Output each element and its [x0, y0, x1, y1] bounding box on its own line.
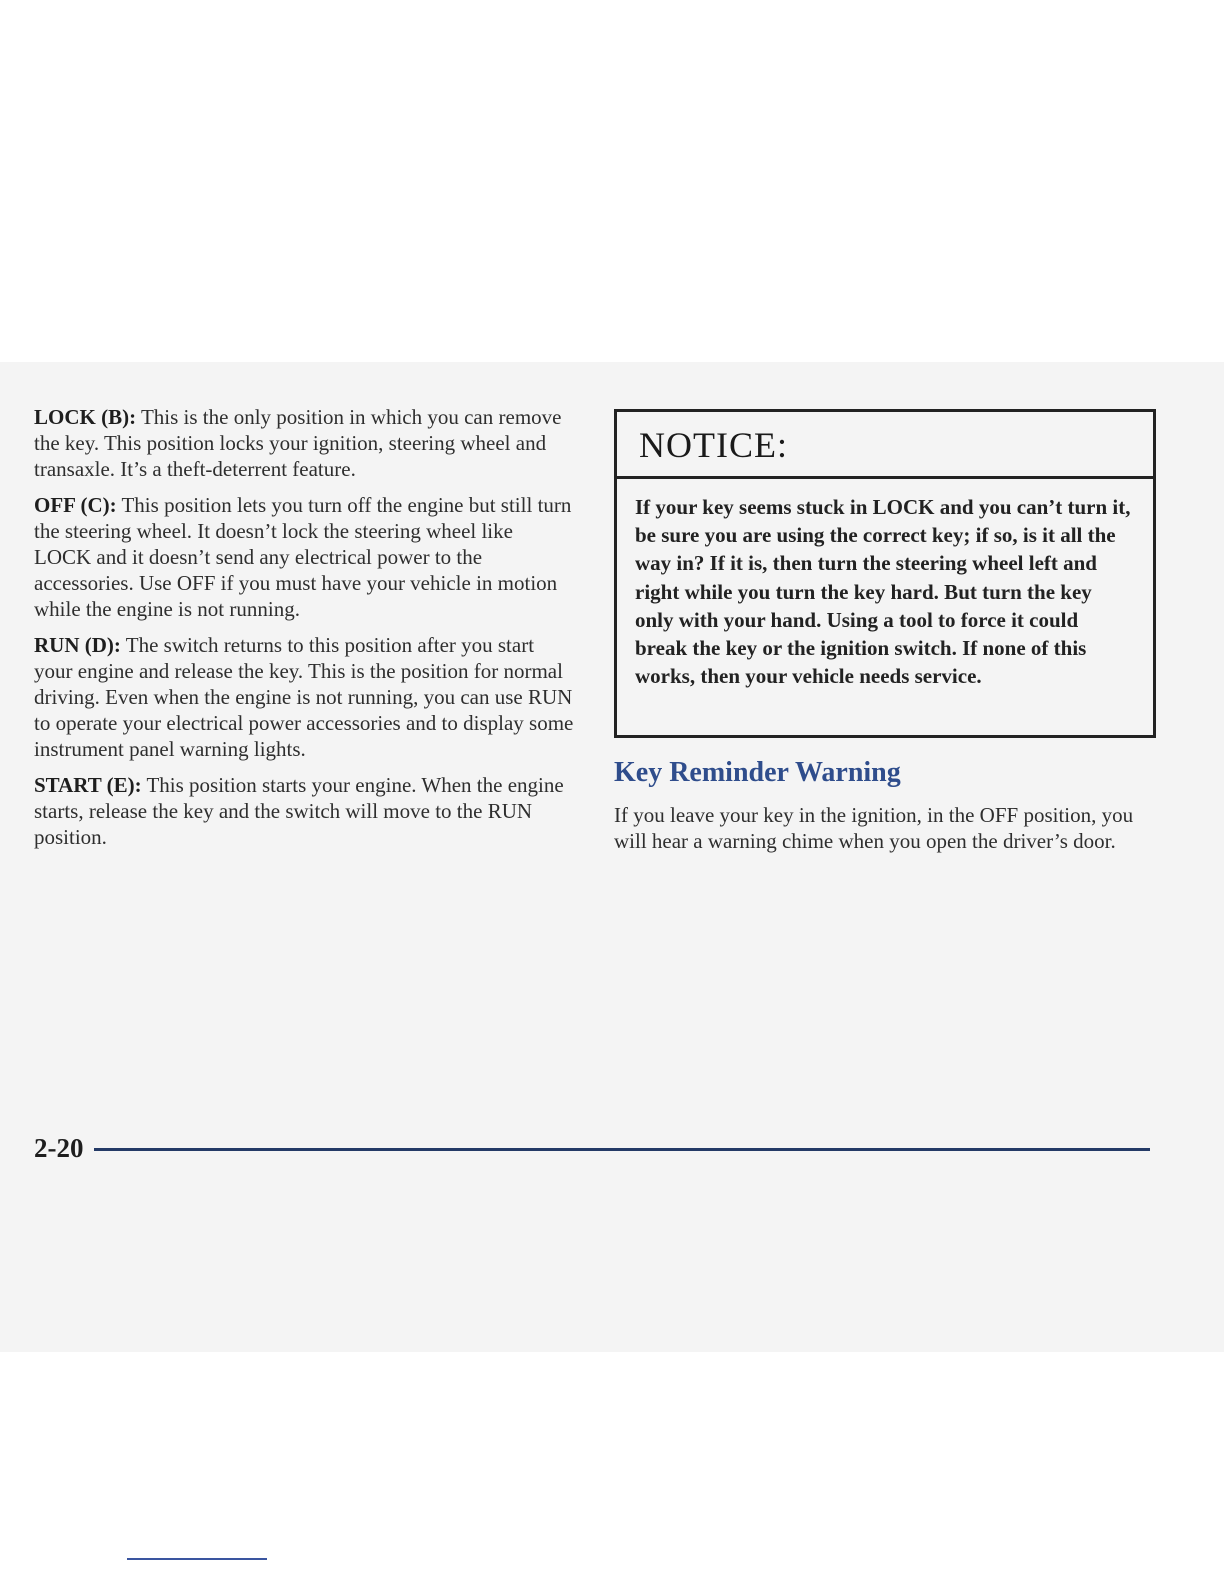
- bottom-rule: [127, 1558, 267, 1560]
- notice-box: [614, 409, 1156, 738]
- start-position-term: START (E):: [34, 773, 142, 797]
- run-position-term: RUN (D):: [34, 633, 121, 657]
- lock-position-term: LOCK (B):: [34, 405, 137, 429]
- notice-title: NOTICE:: [617, 412, 1153, 479]
- start-position-paragraph: [34, 772, 574, 850]
- lock-position-text: This is the only position in which you can remove the key. This position locks your ignition, steering wheel and transaxle. It’s a theft-deterrent feature.: [34, 405, 562, 481]
- run-position-paragraph: [34, 632, 574, 762]
- footer-rule: [94, 1148, 1150, 1151]
- page-number: 2-20: [34, 1133, 84, 1163]
- off-position-term: OFF (C):: [34, 493, 117, 517]
- run-position-text: The switch returns to this position after you start your engine and release the key. This is the position for normal driving. Even when the engine is not running, you can use RUN to operate your electrical power accessories and to display some instrument panel warning lights.: [34, 633, 574, 761]
- off-position-paragraph: [34, 492, 574, 622]
- ignition-positions-column: [34, 404, 574, 860]
- start-position-text: This position starts your engine. When the engine starts, release the key and the switch will move to the RUN position.: [34, 773, 564, 849]
- key-reminder-heading: Key Reminder Warning: [614, 757, 901, 788]
- off-position-text: This position lets you turn off the engine but still turn the steering wheel. It doesn’t lock the steering wheel like LOCK and it doesn’t send any electrical power to the accessories. Use OFF if you must have your vehicle in motion while the engine is not running.: [34, 493, 572, 621]
- notice-text: If your key seems stuck in LOCK and you can’t turn it, be sure you are using the correct key; if so, is it all the way in? If it is, then turn the steering wheel left and right while you turn the key hard. But turn the key only with your hand. Using a tool to force it could break the key or the ignition switch. If none of this works, then your vehicle needs service.: [635, 495, 1131, 689]
- key-reminder-text: If you leave your key in the ignition, in the OFF position, you will hear a warning chime when you open the driver’s door.: [614, 803, 1134, 853]
- lock-position-paragraph: [34, 404, 574, 482]
